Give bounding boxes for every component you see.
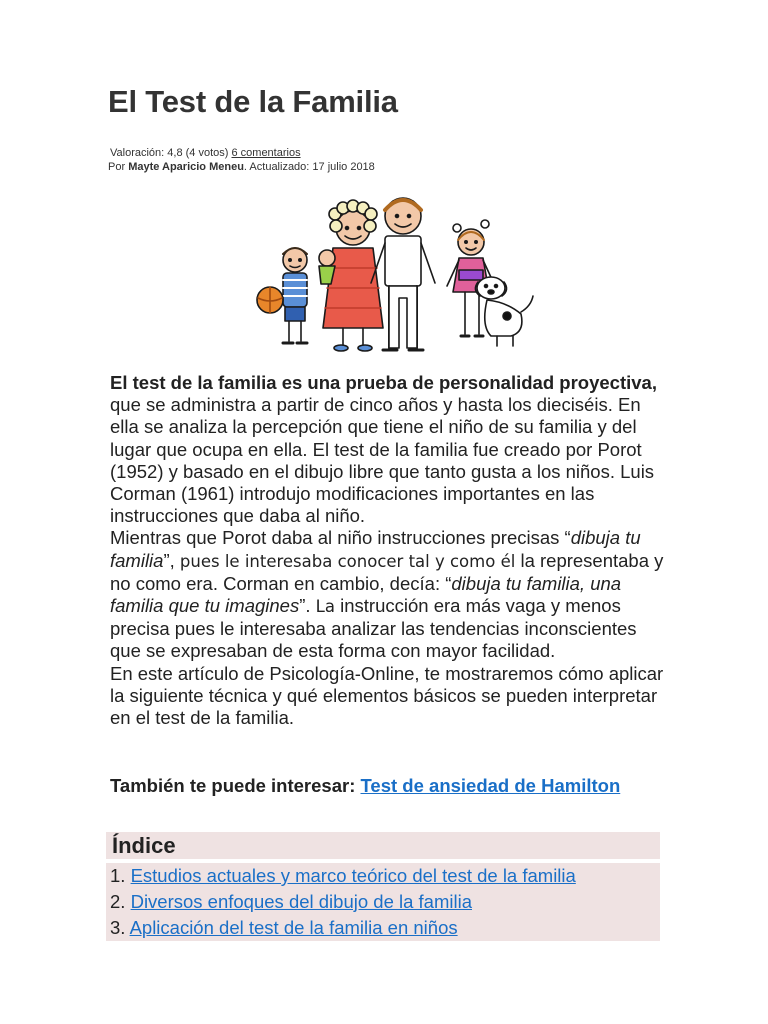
toc-link[interactable]: Diversos enfoques del dibujo de la familia [130,891,472,912]
article-intro-paragraph: En este artículo de Psicología-Online, te mostraremos cómo aplicar la siguiente técnica y qué elementos básicos se pueden interpretar en el test de la familia. [110,662,664,729]
article-body [110,372,670,729]
table-of-contents [106,832,660,941]
byline [108,161,375,173]
quote-instruction-1: dibuja tu familia [110,527,641,571]
toc-item [106,889,660,915]
toc-link[interactable]: Aplicación del test de la familia en niños [129,917,458,938]
rating-line [110,147,301,159]
p2-alt-font-2: La [315,597,335,617]
porot-paragraph [110,527,670,662]
intro-paragraph [110,372,670,527]
family-drawing-illustration [243,188,548,360]
related-label: También te puede interesar: [110,775,361,796]
comments-link[interactable]: 6 comentarios [231,147,301,159]
quote-instruction-2: dibuja tu familia, una familia que tu imagines [110,572,622,617]
author-name: Mayte Aparicio Meneu [128,161,244,173]
boy-figure [257,248,307,343]
toc-link[interactable]: Estudios actuales y marco teórico del test de la familia [130,865,576,886]
rating-label: Valoración: 4,8 (4 votos) [110,147,229,159]
toc-heading: Índice [106,832,660,859]
toc-list [106,863,660,941]
p2-alt-font-1: pues le interesaba conocer tal y como él [179,551,516,571]
toc-item [106,915,660,941]
p2-close: ”. [299,595,316,617]
p2-start: Mientras que Porot daba al niño instrucciones precisas “ [110,527,571,549]
p2-after: la representaba y no como era. Corman en cambio, decía: “ [110,549,664,594]
page-title: El Test de la Familia [108,84,398,119]
p2-mid: ”, [163,549,180,571]
intro-bold: El test de la familia es una prueba de personalidad proyectiva, [110,372,657,393]
related-article [110,775,670,797]
toc-item [106,863,660,889]
intro-text: que se administra a partir de cinco años y hasta los dieciséis. En ella se analiza la percepción que tiene el niño de su familia y del lugar que ocupa en ella. El test de la familia fue creado por Porot (1952) y basado en el dibujo libre que tanto gusta a los niños. Luis Corman (1961) introdujo modificaciones importantes en las instrucciones que daba al niño. [110,394,655,527]
toc-number: 3. [110,917,130,938]
toc-number: 1. [110,865,131,886]
related-link[interactable]: Test de ansiedad de Hamilton [360,775,621,796]
toc-number: 2. [110,891,131,912]
updated-label: . Actualizado: 17 julio 2018 [243,161,375,173]
by-label: Por [108,161,126,173]
p2-end: instrucción era más vaga y menos precisa pues le interesaba analizar las tendencias inconscientes que se expresaban de esta forma con mayor facilidad. [110,595,637,662]
